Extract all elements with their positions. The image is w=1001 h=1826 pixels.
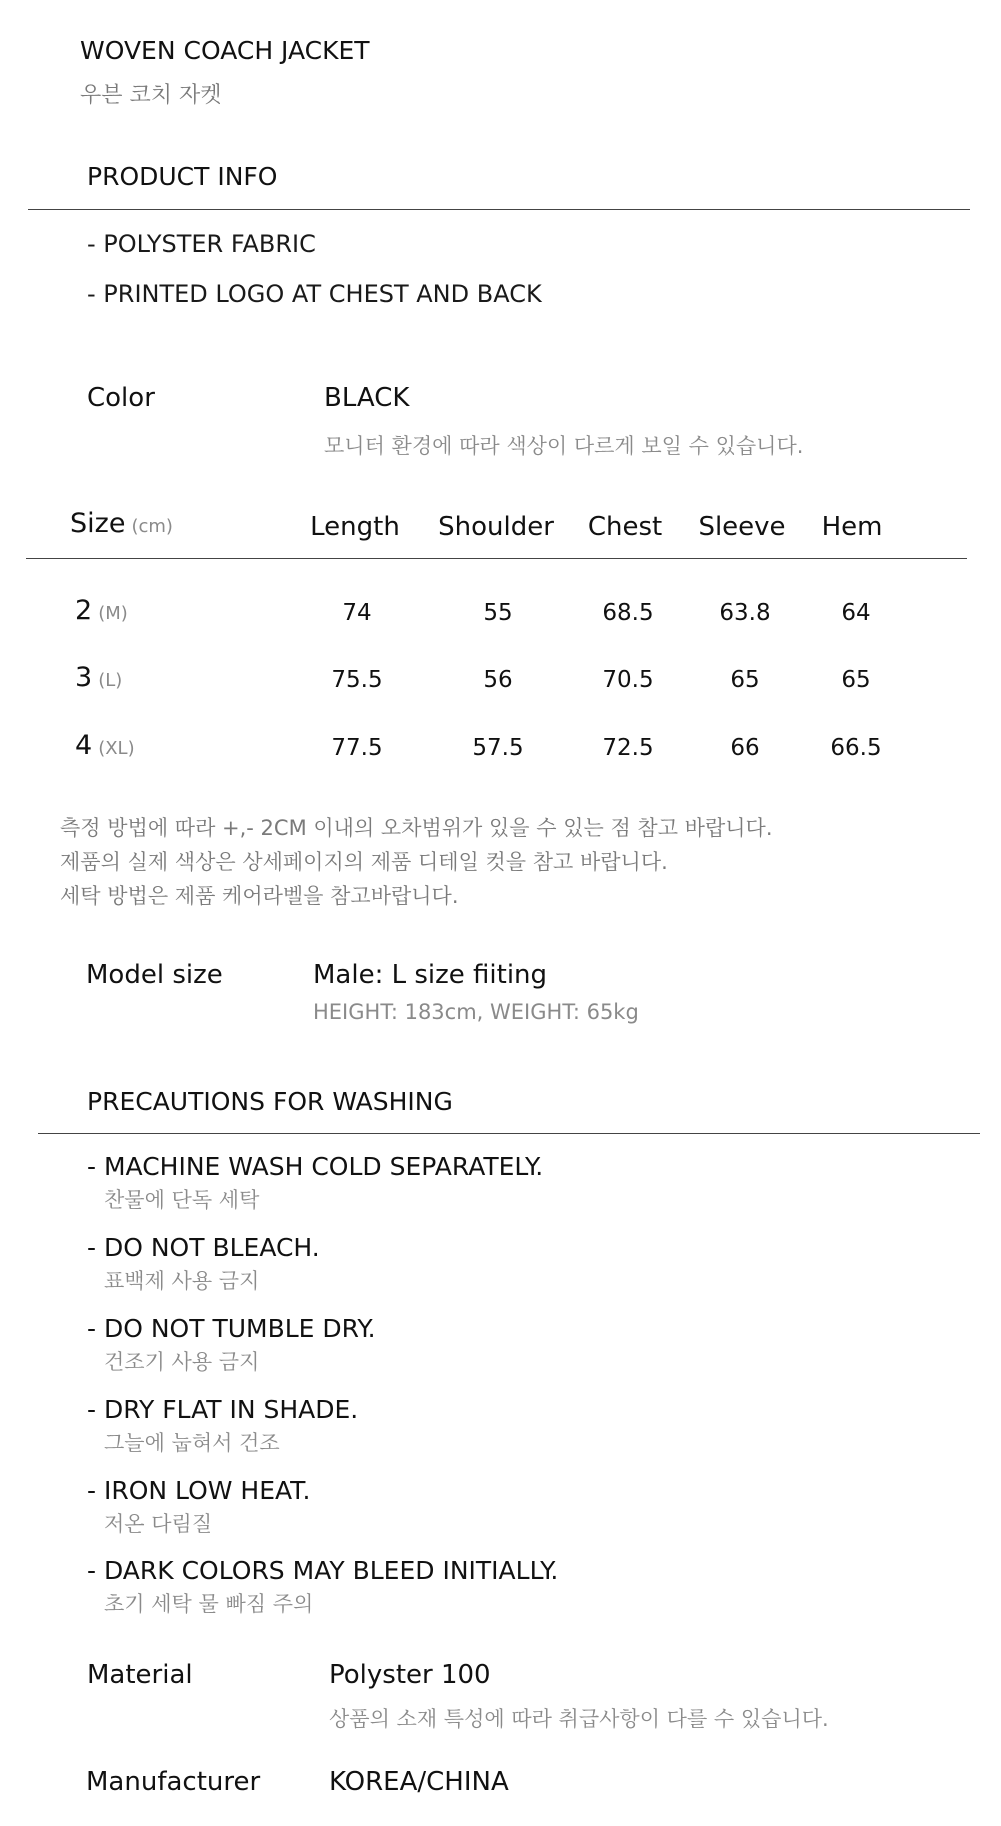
manufacturer-label: Manufacturer	[86, 1767, 261, 1797]
col-chest: Chest	[587, 512, 663, 542]
table-cell: 77.5	[331, 735, 383, 761]
size-row-label	[75, 595, 128, 626]
disclaimer-line: 측정 방법에 따라 +,- 2CM 이내의 오차범위가 있을 수 있는 점 참고 바랍니다.	[60, 816, 773, 840]
color-label: Color	[87, 383, 155, 413]
product-subtitle: 우븐 코치 자켓	[80, 83, 222, 108]
size-suffix: (M)	[98, 603, 128, 624]
washing-divider	[38, 1133, 980, 1134]
disclaimer-line: 제품의 실제 색상은 상세페이지의 제품 디테일 컷을 참고 바랍니다.	[60, 850, 668, 874]
table-cell: 75.5	[331, 667, 383, 693]
table-cell: 64	[841, 600, 871, 626]
wash-instruction-ko: 찬물에 단독 세탁	[104, 1188, 260, 1212]
table-cell: 70.5	[602, 667, 654, 693]
size-value: 3	[75, 662, 93, 693]
model-size-note: HEIGHT: 183cm, WEIGHT: 65kg	[313, 1000, 639, 1024]
manufacturer-value: KOREA/CHINA	[329, 1767, 509, 1797]
table-cell: 56	[483, 667, 513, 693]
model-size-label: Model size	[86, 960, 223, 990]
product-info-line: - PRINTED LOGO AT CHEST AND BACK	[87, 280, 542, 308]
size-value: 4	[75, 730, 93, 761]
table-cell: 57.5	[472, 735, 524, 761]
wash-instruction-ko: 초기 세탁 물 빠짐 주의	[104, 1592, 314, 1616]
color-note: 모니터 환경에 따라 색상이 다르게 보일 수 있습니다.	[324, 434, 804, 458]
col-length: Length	[310, 512, 400, 542]
table-cell: 68.5	[602, 600, 654, 626]
size-table-divider	[26, 558, 967, 559]
wash-instruction-ko: 표백제 사용 금지	[104, 1269, 260, 1293]
product-info-line: - POLYSTER FABRIC	[87, 230, 316, 258]
product-info-divider	[28, 209, 970, 210]
wash-instruction: - DO NOT TUMBLE DRY.	[87, 1314, 376, 1343]
material-note: 상품의 소재 특성에 따라 취급사항이 다를 수 있습니다.	[329, 1707, 829, 1731]
wash-instruction: - MACHINE WASH COLD SEPARATELY.	[87, 1152, 544, 1181]
table-cell: 66	[730, 735, 760, 761]
size-table-heading	[70, 508, 173, 539]
table-cell: 74	[342, 600, 372, 626]
size-value: 2	[75, 595, 93, 626]
material-label: Material	[87, 1660, 193, 1690]
size-heading-text: Size	[70, 508, 126, 539]
col-sleeve: Sleeve	[698, 512, 786, 542]
col-shoulder: Shoulder	[438, 512, 554, 542]
table-cell: 65	[730, 667, 760, 693]
washing-heading: PRECAUTIONS FOR WASHING	[87, 1087, 453, 1116]
wash-instruction: - IRON LOW HEAT.	[87, 1476, 311, 1505]
col-hem: Hem	[821, 512, 883, 542]
color-value: BLACK	[324, 383, 410, 413]
table-cell: 65	[841, 667, 871, 693]
size-row-label	[75, 662, 122, 693]
wash-instruction-ko: 저온 다림질	[104, 1512, 213, 1536]
table-cell: 63.8	[719, 600, 771, 626]
wash-instruction-ko: 그늘에 눕혀서 건조	[104, 1431, 280, 1455]
size-suffix: (L)	[98, 670, 123, 691]
table-cell: 66.5	[830, 735, 882, 761]
table-cell: 55	[483, 600, 513, 626]
size-suffix: (XL)	[98, 738, 135, 759]
wash-instruction: - DARK COLORS MAY BLEED INITIALLY.	[87, 1556, 559, 1585]
disclaimer-line: 세탁 방법은 제품 케어라벨을 참고바랍니다.	[60, 884, 459, 908]
size-row-label	[75, 730, 135, 761]
product-title: WOVEN COACH JACKET	[80, 36, 370, 65]
table-cell: 72.5	[602, 735, 654, 761]
model-size-value: Male: L size fiiting	[313, 960, 548, 990]
wash-instruction: - DO NOT BLEACH.	[87, 1233, 320, 1262]
wash-instruction: - DRY FLAT IN SHADE.	[87, 1395, 359, 1424]
product-info-heading: PRODUCT INFO	[87, 162, 278, 191]
size-unit: (cm)	[131, 516, 173, 537]
wash-instruction-ko: 건조기 사용 금지	[104, 1350, 260, 1374]
material-value: Polyster 100	[329, 1660, 491, 1690]
